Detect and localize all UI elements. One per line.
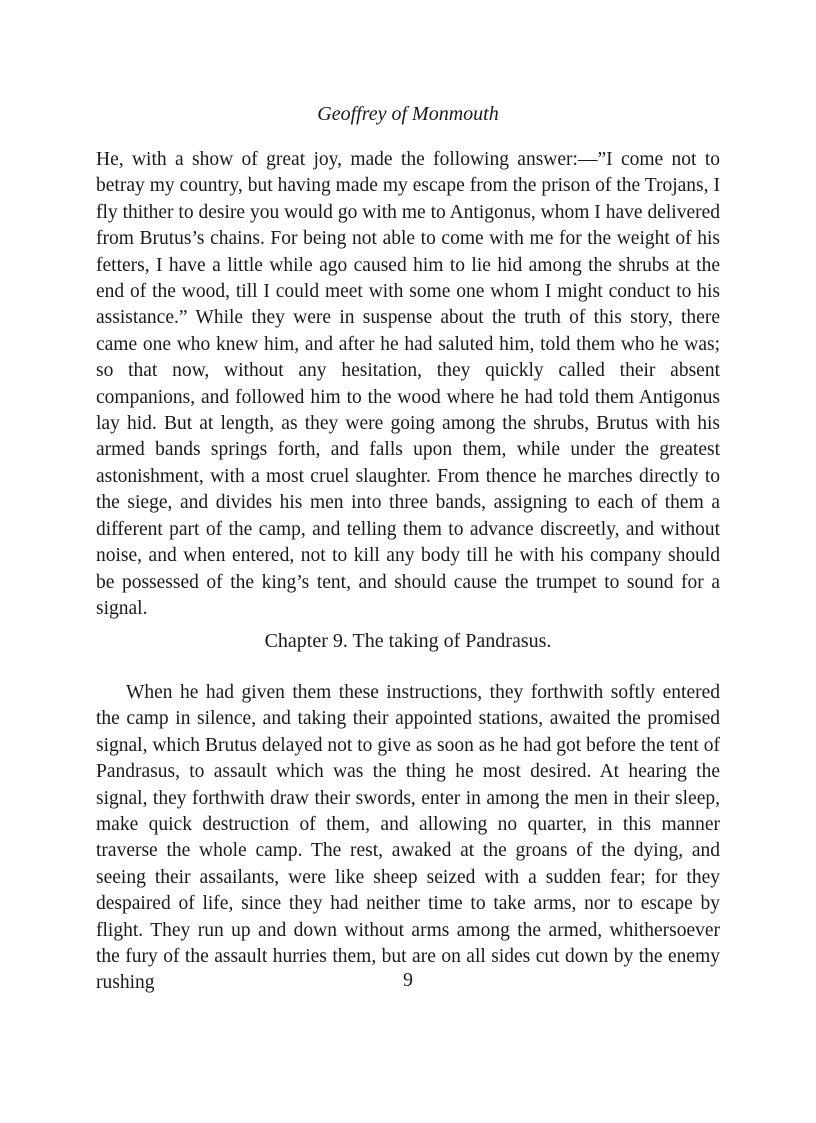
- page-number: 9: [403, 969, 413, 991]
- chapter-heading: Chapter 9. The taking of Pandrasus.: [264, 630, 552, 652]
- running-header: Geoffrey of Monmouth: [317, 103, 499, 125]
- body-paragraph: When he had given them these instructions, they forthwith softly entered the camp in silence, and taking their appointed stations, awaited the promised signal, which Brutus delayed not to give as soon as he had got before the tent of Pandrasus, to assault which was the thing he most desired. At hearing the signal, they forthwith draw their swords, enter in among the men in their sleep, make quick destruction of them, and allowing no quarter, in this manner traverse the whole camp. The rest, awaked at the groans of the dying, and seeing their assailants, were like sheep seized with a sudden fear; for they despaired of life, since they had neither time to take arms, nor to escape by flight. They run up and down without arms among the armed, whithersoever the fury of the assault hurries them, but are on all sides cut down by the enemy rushing: [96, 682, 720, 994]
- body-paragraph: He, with a show of great joy, made the following answer:—”I come not to betray my country, but having made my escape from the prison of the Trojans, I fly thither to desire you would go with me to Antigonus, whom I have delivered from Brutus’s chains. For being not able to come with me for the weight of his fetters, I have a little while ago caused him to lie hid among the shrubs at the end of the wood, till I could meet with some one whom I might conduct to his assistance.” While they were in suspense about the truth of this story, there came one who knew him, and after he had saluted him, told them who he was; so that now, without any hesitation, they quickly called their absent companions, and followed him to the wood where he had told them Antigonus lay hid. But at length, as they were going among the shrubs, Brutus with his armed bands springs forth, and falls upon them, while under the greatest astonishment, with a most cruel slaughter. From thence he marches directly to the siege, and divides his men into three bands, assigning to each of them a different part of the camp, and telling them to advance discreetly, and without noise, and when entered, not to kill any body till he with his company should be possessed of the king’s tent, and should cause the trumpet to sound for a signal.: [96, 149, 720, 619]
